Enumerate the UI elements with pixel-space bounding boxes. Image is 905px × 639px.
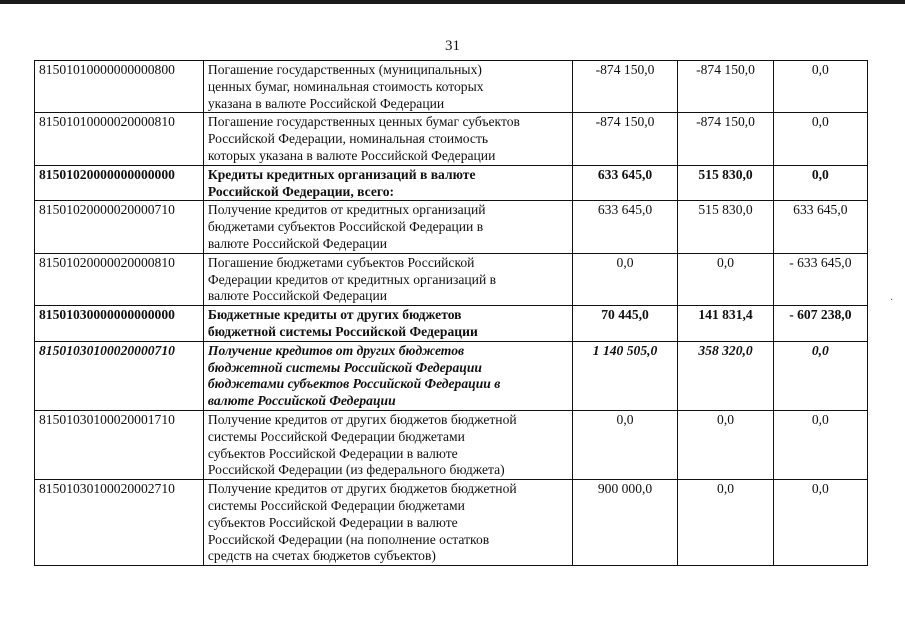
scan-speck: ·	[890, 295, 894, 306]
amount-cell-2: 0,0	[678, 253, 773, 305]
description-line: субъектов Российской Федерации в валюте	[207, 514, 458, 530]
table-row	[35, 341, 868, 410]
budget-code-cell: 81501020000000000000	[35, 165, 204, 201]
description-cell	[203, 201, 572, 253]
table-row	[35, 165, 868, 201]
amount-cell-2: 515 830,0	[678, 165, 773, 201]
table-row	[35, 201, 868, 253]
amount-cell-3: 0,0	[773, 341, 867, 410]
budget-code-cell: 81501010000020000810	[35, 113, 204, 165]
description-line: бюджетами субъектов Российской Федерации в	[207, 376, 501, 392]
description-line: Кредиты кредитных организаций в валюте	[207, 166, 476, 182]
budget-code-cell: 81501030100020000710	[35, 341, 204, 410]
description-line: системы Российской Федерации бюджетами	[207, 428, 465, 444]
amount-cell-3: 0,0	[773, 480, 867, 566]
amount-cell-3: - 633 645,0	[773, 253, 867, 305]
table-row	[35, 253, 868, 305]
description-line: ценных бумаг, номинальная стоимость которых	[207, 78, 484, 94]
amount-cell-3: - 607 238,0	[773, 306, 867, 342]
amount-cell-2: 0,0	[678, 480, 773, 566]
description-cell	[203, 253, 572, 305]
budget-code-cell: 81501030100020001710	[35, 410, 204, 479]
amount-cell-3: 0,0	[773, 165, 867, 201]
amount-cell-2: 515 830,0	[678, 201, 773, 253]
amount-cell-1: -874 150,0	[572, 61, 678, 113]
description-line: бюджетами субъектов Российской Федерации в	[207, 219, 484, 235]
amount-cell-1: 0,0	[572, 410, 678, 479]
description-line: средств на счетах бюджетов субъектов)	[207, 548, 436, 564]
amount-cell-3: 0,0	[773, 61, 867, 113]
description-line: Российской Федерации, всего:	[207, 183, 395, 199]
amount-cell-3: 633 645,0	[773, 201, 867, 253]
description-cell	[203, 113, 572, 165]
amount-cell-2: 141 831,4	[678, 306, 773, 342]
description-line: Погашение государственных ценных бумаг субъектов	[207, 114, 520, 130]
amount-cell-1: 70 445,0	[572, 306, 678, 342]
amount-cell-2: -874 150,0	[678, 61, 773, 113]
description-line: Погашение бюджетами субъектов Российской	[207, 254, 475, 270]
table-row	[35, 410, 868, 479]
description-cell	[203, 165, 572, 201]
description-line: Погашение государственных (муниципальных)	[207, 62, 482, 77]
amount-cell-1: 0,0	[572, 253, 678, 305]
description-cell	[203, 61, 572, 113]
description-line: бюджетной системы Российской Федерации	[207, 359, 482, 375]
table-row	[35, 480, 868, 566]
budget-sources-table	[34, 60, 868, 566]
description-cell	[203, 410, 572, 479]
description-line: субъектов Российской Федерации в валюте	[207, 445, 458, 461]
description-line: Получение кредитов от других бюджетов	[207, 342, 465, 358]
amount-cell-2: -874 150,0	[678, 113, 773, 165]
amount-cell-3: 0,0	[773, 113, 867, 165]
description-line: Получение кредитов от кредитных организаций	[207, 202, 486, 218]
description-cell	[203, 341, 572, 410]
description-line: Российской Федерации, номинальная стоимость	[207, 131, 489, 147]
description-line: системы Российской Федерации бюджетами	[207, 497, 465, 513]
budget-code-cell: 81501010000000000800	[35, 61, 204, 113]
amount-cell-1: 633 645,0	[572, 165, 678, 201]
amount-cell-1: -874 150,0	[572, 113, 678, 165]
description-line: Бюджетные кредиты от других бюджетов	[207, 307, 462, 323]
table-row	[35, 113, 868, 165]
budget-code-cell: 81501030000000000000	[35, 306, 204, 342]
table-row	[35, 306, 868, 342]
description-line: Получение кредитов от других бюджетов бюджетной	[207, 481, 517, 497]
amount-cell-3: 0,0	[773, 410, 867, 479]
description-line: указана в валюте Российской Федерации	[207, 95, 445, 111]
description-line: Российской Федерации (из федерального бюджета)	[207, 462, 505, 478]
amount-cell-1: 1 140 505,0	[572, 341, 678, 410]
description-line: валюте Российской Федерации	[207, 288, 387, 304]
description-line: валюте Российской Федерации	[207, 235, 387, 251]
description-line: Получение кредитов от других бюджетов бюджетной	[207, 411, 517, 427]
amount-cell-1: 633 645,0	[572, 201, 678, 253]
description-line: валюте Российской Федерации	[207, 393, 396, 409]
amount-cell-2: 0,0	[678, 410, 773, 479]
description-line: Российской Федерации (на пополнение остатков	[207, 531, 490, 547]
table-row	[35, 61, 868, 113]
page-number: 31	[445, 38, 460, 54]
description-cell	[203, 306, 572, 342]
description-line: Федерации кредитов от кредитных организаций в	[207, 271, 497, 287]
amount-cell-2: 358 320,0	[678, 341, 773, 410]
description-line: которых указана в валюте Российской Федерации	[207, 147, 496, 163]
budget-code-cell: 81501030100020002710	[35, 480, 204, 566]
description-line: бюджетной системы Российской Федерации	[207, 323, 478, 339]
amount-cell-1: 900 000,0	[572, 480, 678, 566]
description-cell	[203, 480, 572, 566]
budget-code-cell: 81501020000020000810	[35, 253, 204, 305]
budget-code-cell: 81501020000020000710	[35, 201, 204, 253]
scan-top-border	[0, 0, 905, 4]
